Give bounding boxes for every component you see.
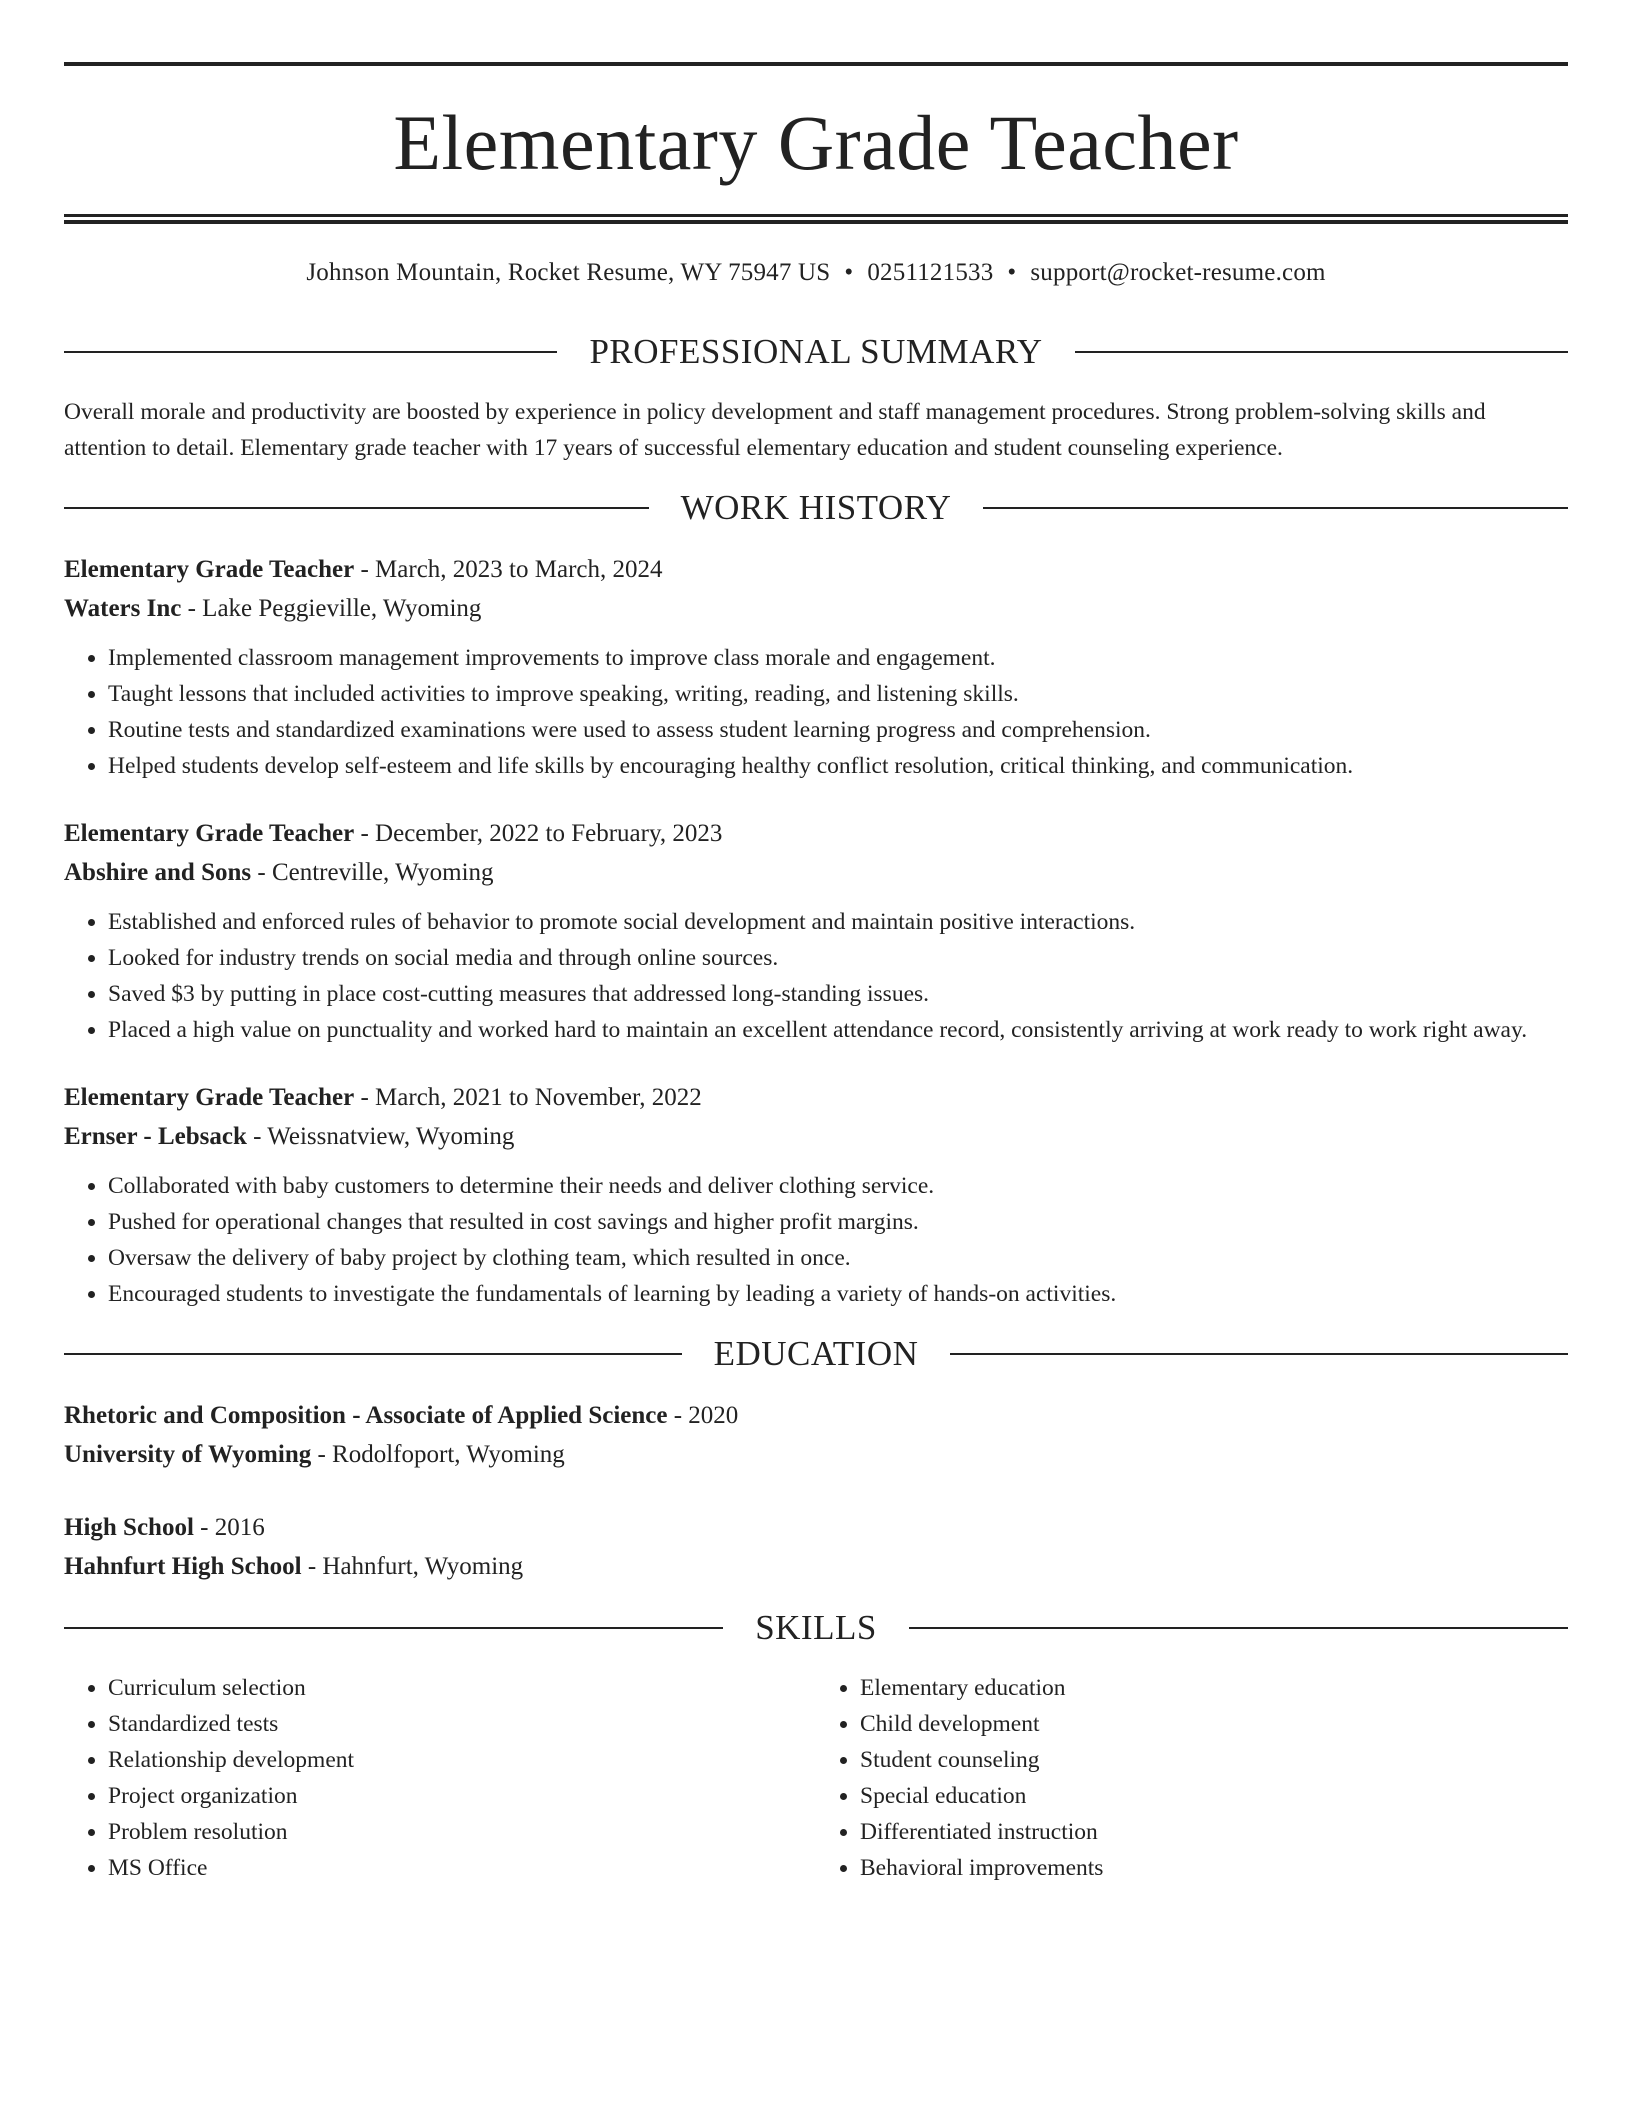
section-header-work <box>64 488 1568 528</box>
skill-item: • Problem resolution <box>108 1814 816 1850</box>
job-dates: - March, 2023 to March, 2024 <box>354 556 663 583</box>
job-company-line <box>64 853 1568 892</box>
job-bullets <box>64 1168 1568 1312</box>
job-entry <box>64 1078 1568 1312</box>
double-rule <box>64 214 1568 224</box>
job-bullet: • Oversaw the delivery of baby project by clothing team, which resulted in once. <box>108 1240 1568 1276</box>
contact-email: support@rocket-resume.com <box>1030 259 1326 286</box>
skill-item: • Child development <box>860 1706 1568 1742</box>
skill-item: • Relationship development <box>108 1742 816 1778</box>
skills-list-left <box>64 1670 816 1886</box>
job-role: Elementary Grade Teacher <box>64 820 355 847</box>
skill-item: • MS Office <box>108 1850 816 1886</box>
job-company-line <box>64 1117 1568 1156</box>
education-year: - 2016 <box>193 1514 265 1541</box>
contact-line <box>64 258 1568 288</box>
job-bullet: • Saved $3 by putting in place cost-cutting measures that addressed long-standing issues. <box>108 976 1568 1012</box>
education-year: - 2020 <box>667 1402 739 1429</box>
job-bullet: • Collaborated with baby customers to determine their needs and deliver clothing service. <box>108 1168 1568 1204</box>
contact-address: Johnson Mountain, Rocket Resume, WY 75947 US <box>306 259 831 286</box>
job-title-line <box>64 550 1568 589</box>
education-location: - Rodolfoport, Wyoming <box>311 1441 565 1468</box>
skills-list-right <box>816 1670 1568 1886</box>
job-bullet: • Taught lessons that included activities to improve speaking, writing, reading, and listening skills. <box>108 676 1568 712</box>
education-degree-line <box>64 1508 1568 1547</box>
job-company: Waters Inc <box>64 595 182 622</box>
job-location: - Lake Peggieville, Wyoming <box>181 595 482 622</box>
skill-item: • Student counseling <box>860 1742 1568 1778</box>
section-rule-right <box>983 507 1568 509</box>
job-dates: - March, 2021 to November, 2022 <box>354 1084 702 1111</box>
education-school-line <box>64 1435 1568 1474</box>
contact-separator: • <box>1007 259 1017 286</box>
education-entry <box>64 1396 1568 1474</box>
job-company: Ernser - Lebsack <box>64 1123 247 1150</box>
education-degree-line <box>64 1396 1568 1435</box>
skill-item: • Behavioral improvements <box>860 1850 1568 1886</box>
job-role: Elementary Grade Teacher <box>64 1084 355 1111</box>
section-title-education: EDUCATION <box>713 1334 919 1373</box>
skill-item: • Project organization <box>108 1778 816 1814</box>
education-degree: High School <box>64 1514 194 1541</box>
top-rule <box>64 62 1568 66</box>
skill-item: • Elementary education <box>860 1670 1568 1706</box>
section-header-skills <box>64 1608 1568 1648</box>
job-bullet: • Encouraged students to investigate the fundamentals of learning by leading a variety of hands-on activities. <box>108 1276 1568 1312</box>
skills-columns <box>64 1670 1568 1886</box>
section-title-skills: SKILLS <box>755 1608 877 1647</box>
section-rule-right <box>950 1353 1568 1355</box>
job-bullet: • Routine tests and standardized examinations were used to assess student learning progress and comprehension. <box>108 712 1568 748</box>
job-role: Elementary Grade Teacher <box>64 556 355 583</box>
job-bullet: • Helped students develop self-esteem and life skills by encouraging healthy conflict resolution, critical thinking, and communication. <box>108 748 1568 784</box>
job-entry <box>64 550 1568 784</box>
contact-separator: • <box>844 259 854 286</box>
education-school: Hahnfurt High School <box>64 1553 302 1580</box>
job-bullets <box>64 904 1568 1048</box>
education-degree: Rhetoric and Composition - Associate of Applied Science <box>64 1402 668 1429</box>
education-school: University of Wyoming <box>64 1441 312 1468</box>
education-entry <box>64 1508 1568 1586</box>
job-title-line <box>64 1078 1568 1117</box>
skill-item: • Curriculum selection <box>108 1670 816 1706</box>
section-title-summary: PROFESSIONAL SUMMARY <box>589 332 1043 371</box>
section-header-education <box>64 1334 1568 1374</box>
job-location: - Weissnatview, Wyoming <box>246 1123 515 1150</box>
section-title-work: WORK HISTORY <box>680 488 952 527</box>
skill-item: • Special education <box>860 1778 1568 1814</box>
job-bullet: • Established and enforced rules of behavior to promote social development and maintain positive interactions. <box>108 904 1568 940</box>
job-company-line <box>64 589 1568 628</box>
job-company: Abshire and Sons <box>64 859 252 886</box>
job-bullet: • Looked for industry trends on social media and through online sources. <box>108 940 1568 976</box>
section-rule-left <box>64 1627 723 1629</box>
section-header-summary <box>64 332 1568 372</box>
section-rule-left <box>64 1353 682 1355</box>
skill-item: • Differentiated instruction <box>860 1814 1568 1850</box>
section-rule-left <box>64 351 557 353</box>
section-rule-right <box>909 1627 1568 1629</box>
education-school-line <box>64 1547 1568 1586</box>
job-dates: - December, 2022 to February, 2023 <box>354 820 723 847</box>
section-rule-right <box>1075 351 1568 353</box>
job-location: - Centreville, Wyoming <box>251 859 494 886</box>
section-rule-left <box>64 507 649 509</box>
resume-title: Elementary Grade Teacher <box>393 99 1239 186</box>
education-location: - Hahnfurt, Wyoming <box>301 1553 524 1580</box>
job-bullets <box>64 640 1568 784</box>
job-bullet: • Pushed for operational changes that resulted in cost savings and higher profit margins. <box>108 1204 1568 1240</box>
contact-phone: 0251121533 <box>867 259 994 286</box>
skill-item: • Standardized tests <box>108 1706 816 1742</box>
job-bullet: • Placed a high value on punctuality and worked hard to maintain an excellent attendance record, consistently arriving at work ready to work right away. <box>108 1012 1568 1048</box>
job-bullet: • Implemented classroom management improvements to improve class morale and engagement. <box>108 640 1568 676</box>
job-entry <box>64 814 1568 1048</box>
summary-text: Overall morale and productivity are boosted by experience in policy development and staff management procedures. Strong problem-solving skills and attention to detail. Elementary grade teacher with 17 years of successful elementary education and student counseling experience. <box>64 399 1486 461</box>
job-title-line <box>64 814 1568 853</box>
